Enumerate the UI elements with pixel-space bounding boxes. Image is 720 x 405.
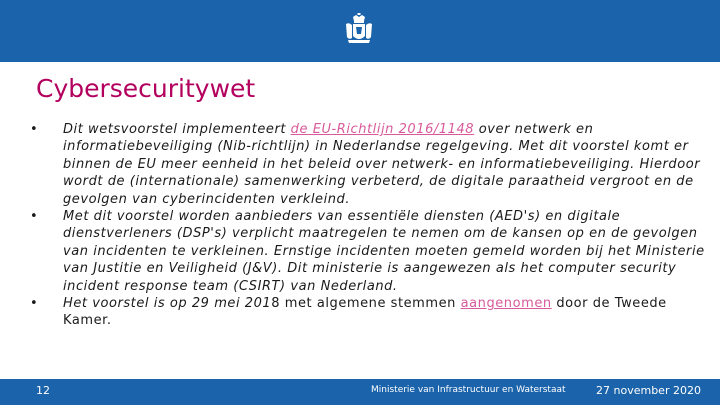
bullet-marker: • [30,122,39,137]
bullet-text-upright: 8 met algemene stemmen [271,296,461,312]
slide-title: Cybersecuritywet [36,74,256,103]
rijksoverheid-crest-icon [343,12,375,46]
bullet-marker: • [30,296,39,312]
eu-directive-link[interactable]: de EU-Richtlijn 2016/1148 [290,122,475,137]
bullet-text-end: over netwerk en informatiebeveiliging (Nib-richtlijn) in Nederlandse regelgeving. Met dit voorstel komt er binnen de EU meer eenheid in het beleid over netwerk- en informatiebeveiliging. Hierdoor wordt de (internationale) samenwerking verbeterd, de digitale paraatheid vergroot en de gevolgen van cyberincidenten verkleind. [63,122,701,207]
list-item [30,295,706,330]
bullet-marker: • [30,209,39,225]
bullet-text: Met dit voorstel worden aanbieders van essentiële diensten (AED's) en digitale dienstverleners (DSP's) verplicht maatregelen te nemen om de kansen op en de gevolgen van incidenten te verkleinen. Ernstige incidenten moeten gemeld worden bij het Ministerie van Justitie en Veiligheid (J&V). Dit ministerie is aangewezen als het computer security incident response team (CSIRT) van Nederland. [63,209,705,294]
adopted-link[interactable]: aangenomen [460,296,552,312]
bullet-text-start: Dit wetsvoorstel implementeert [63,122,291,137]
bullet-text-start: Het voorstel is op 29 mei 201 [63,296,272,312]
footer-date: 27 november 2020 [596,384,701,397]
bullet-text-end: door de Tweede Kamer. [63,296,667,329]
list-item [30,121,706,208]
list-item [30,208,706,295]
footer-organization: Ministerie van Infrastructuur en Waterstaat [371,385,566,395]
header-bar [0,0,720,62]
bullet-list [30,121,706,330]
page-number: 12 [36,384,50,397]
